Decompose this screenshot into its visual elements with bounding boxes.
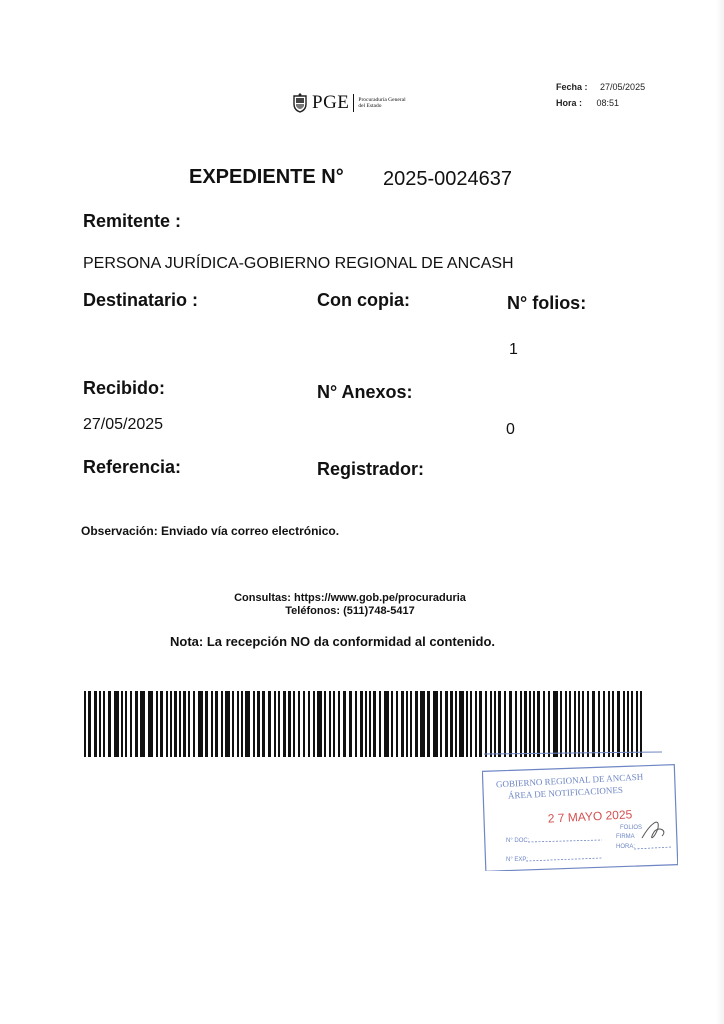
barcode-bar: [283, 691, 286, 757]
pge-logo: [291, 92, 418, 114]
barcode-bar: [433, 691, 438, 757]
barcode-bar: [225, 691, 230, 757]
barcode-bar: [355, 691, 357, 757]
barcode-bar: [232, 691, 234, 757]
remitente-value: PERSONA JURÍDICA-GOBIERNO REGIONAL DE ANCASH: [83, 255, 514, 272]
barcode-bar: [317, 691, 322, 757]
barcode-bar: [221, 691, 223, 757]
barcode-bar: [440, 691, 442, 757]
barcode-bar: [130, 691, 132, 757]
anexos-value: 0: [506, 421, 515, 438]
barcode-bar: [135, 691, 138, 757]
stamp-hora-line: [634, 847, 672, 849]
barcode-bar: [391, 691, 393, 757]
barcode-bar: [268, 691, 271, 757]
barcode-bar: [308, 691, 310, 757]
barcode-bar: [459, 691, 464, 757]
recibido-value: 27/05/2025: [83, 416, 164, 433]
logo-sub-line-2: del Estado: [358, 103, 382, 109]
recibido-label: Recibido:: [83, 378, 166, 398]
barcode-bar: [156, 691, 158, 757]
barcode-bar: [237, 691, 239, 757]
barcode-bar: [373, 691, 376, 757]
barcode-bar: [99, 691, 101, 757]
barcode-bar: [406, 691, 408, 757]
barcode-bar: [205, 691, 208, 757]
signature-scribble: [642, 822, 664, 838]
barcode-bar: [349, 691, 352, 757]
barcode-bar: [170, 691, 172, 757]
barcode-bar: [401, 691, 404, 757]
telefonos-text: Teléfonos: (511)748-5417: [285, 605, 415, 617]
barcode-bar: [415, 691, 418, 757]
barcode-bar: [125, 691, 127, 757]
stamp-folios: FOLIOS: [620, 825, 643, 831]
barcode-bar: [365, 691, 367, 757]
barcode-bar: [174, 691, 177, 757]
expediente-label: EXPEDIENTE N°: [189, 166, 344, 188]
folios-value: 1: [509, 341, 518, 358]
fecha-row: [556, 82, 645, 92]
barcode-bar: [329, 691, 331, 757]
logo-text: PGE: [312, 92, 350, 113]
barcode-bar: [450, 691, 453, 757]
barcode-bar: [324, 691, 326, 757]
barcode-bar: [160, 691, 163, 757]
barcode-bar: [288, 691, 291, 757]
barcode-bar: [298, 691, 300, 757]
barcode-bar: [193, 691, 195, 757]
barcode-bar: [379, 691, 381, 757]
anexos-label: N° Anexos:: [317, 382, 413, 402]
barcode-bar: [179, 691, 181, 757]
fecha-value: 27/05/2025: [600, 82, 646, 92]
barcode-bar: [278, 691, 280, 757]
barcode-bar: [121, 691, 123, 757]
barcode-bar: [470, 691, 472, 757]
barcode-bar: [420, 691, 425, 757]
stamp-top-line: [484, 752, 662, 754]
barcode-bar: [369, 691, 371, 757]
folios-label: N° folios:: [507, 293, 587, 313]
barcode-bar: [475, 691, 477, 757]
expediente-number: 2025-0024637: [383, 168, 513, 190]
logo-sub-line-1: Procuraduría General: [358, 97, 406, 103]
barcode-bar: [103, 691, 105, 757]
stamp-exp-line: [526, 858, 602, 861]
barcode-bar: [466, 691, 468, 757]
barcode-bar: [183, 691, 186, 757]
barcode-bar: [360, 691, 363, 757]
barcode-bar: [253, 691, 255, 757]
barcode-bar: [148, 691, 153, 757]
barcode-bar: [396, 691, 398, 757]
barcode-bar: [313, 691, 315, 757]
observacion-text: Observación: Enviado vía correo electrónico.: [81, 524, 340, 538]
destinatario-label: Destinatario :: [83, 290, 199, 310]
remitente-label: Remitente :: [83, 211, 182, 231]
barcode-bar: [410, 691, 412, 757]
stamp-doc: N° DOC:: [506, 838, 530, 844]
reception-stamp: [482, 746, 678, 871]
stamp-firma: FIRMA: [616, 834, 635, 840]
con-copia-label: Con copia:: [317, 290, 410, 310]
barcode-bar: [274, 691, 276, 757]
barcode-bar: [198, 691, 203, 757]
barcode-bar: [188, 691, 190, 757]
barcode-bar: [445, 691, 448, 757]
stamp-hora: HORA:: [616, 844, 636, 850]
barcode-bar: [241, 691, 243, 757]
nota-text: Nota: La recepción NO da conformidad al contenido.: [170, 634, 496, 649]
barcode-bar: [427, 691, 430, 757]
referencia-label: Referencia:: [83, 457, 182, 477]
coat-of-arms-icon: [291, 93, 309, 113]
registrador-label: Registrador:: [317, 459, 425, 479]
barcode-bar: [333, 691, 335, 757]
hora-label: Hora :: [556, 98, 583, 108]
barcode-bar: [262, 691, 265, 757]
barcode-bar: [140, 691, 145, 757]
logo-divider: [353, 94, 354, 112]
barcode-bar: [455, 691, 457, 757]
barcode-bar: [114, 691, 119, 757]
barcode-bar: [166, 691, 168, 757]
hora-row: [556, 98, 619, 108]
stamp-doc-line: [528, 840, 602, 842]
stamp-exp: N° EXP:: [506, 857, 529, 863]
barcode-bar: [84, 691, 86, 757]
barcode-bar: [211, 691, 213, 757]
logo-subtitle: [358, 97, 418, 109]
fecha-label: Fecha :: [556, 82, 588, 92]
barcode-bar: [257, 691, 260, 757]
barcode-bar: [94, 691, 97, 757]
barcode-bar: [245, 691, 250, 757]
barcode-bar: [384, 691, 389, 757]
stamp-date: 2 7 MAYO 2025: [547, 807, 633, 826]
barcode-bar: [108, 691, 111, 757]
hora-value: 08:51: [596, 98, 620, 108]
barcode-bar: [343, 691, 346, 757]
barcode-bar: [88, 691, 91, 757]
barcode-bar: [215, 691, 218, 757]
barcode-bar: [338, 691, 340, 757]
barcode-bar: [293, 691, 295, 757]
stamp-line-1: GOBIERNO REGIONAL DE ANCASH: [495, 771, 644, 790]
page-edge-shadow: [716, 0, 724, 1024]
stamp-line-2: ÁREA DE NOTIFICACIONES: [507, 784, 624, 801]
barcode-bar: [303, 691, 305, 757]
consultas-text: Consultas: https://www.gob.pe/procuraduria: [234, 592, 466, 604]
